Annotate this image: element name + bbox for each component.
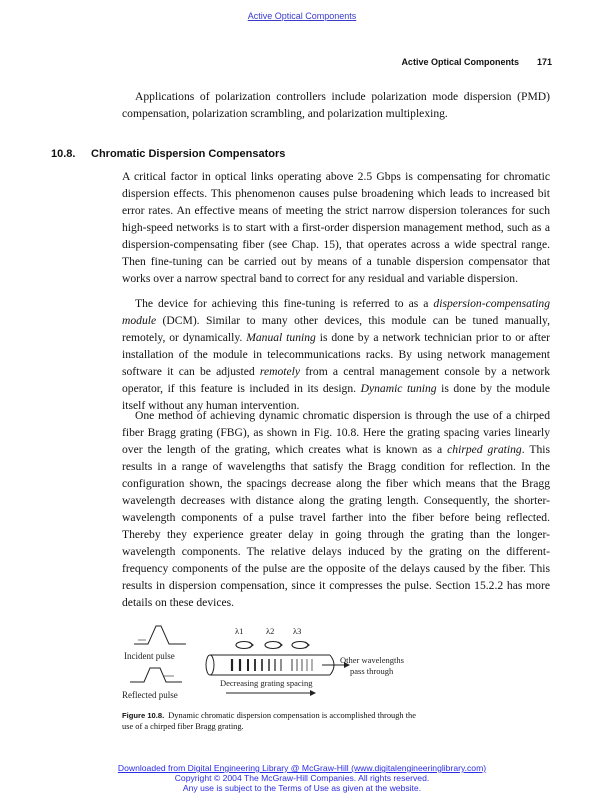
- p2-term-remotely: remotely: [259, 365, 301, 378]
- footer-terms-line: Any use is subject to the Terms of Use as given at the website.: [182, 783, 422, 793]
- document-banner-link[interactable]: Active Optical Components: [247, 11, 357, 21]
- p3-text-2: . This results in a range of wavelengths that satisfy the Bragg condition for reflection. In the configuration shown, the spacings decrease along the fiber which means that the Bragg wavelength decreases with distance along the grating length. Consequently, the shorter-wavelength components of a pulse travel farther into the fiber before being reflected. Thereby they experience greater delay in going through the grating than the longer-wavelength components. The relative delays induced by the grating on the different-frequency components of the pulse are the opposite of the delays caused by the fiber. This results in dispersion compensation, since it compresses the pulse. Section 15.2.2 has more details on these devices.: [122, 443, 550, 609]
- running-head-title: Active Optical Components: [401, 57, 519, 67]
- section-title: Chromatic Dispersion Compensators: [91, 148, 286, 160]
- p3-text-1: One method of achieving dynamic chromatic dispersion is through the use of a chirped fiber Bragg grating (FBG), as shown in Fig. 10.8. Here the grating spacing varies linearly over the length of the grating, which creates what is known as a: [122, 409, 550, 456]
- p2-text-2: (DCM). Similar to many other devices, this module can be tuned manually, remotely, or dynamically.: [122, 314, 550, 344]
- lambda-1-label: λ1: [235, 626, 244, 636]
- grating-spacing-label: Decreasing grating spacing: [220, 678, 313, 688]
- figure-caption-text: Dynamic chromatic dispersion compensation is accomplished through the use of a chirped fiber Bragg grating.: [122, 711, 416, 731]
- body-paragraph-3: [122, 407, 550, 611]
- footer-copyright-line: Copyright © 2004 The McGraw-Hill Companies. All rights reserved.: [174, 773, 430, 783]
- intro-paragraph: Applications of polarization controllers include polarization mode dispersion (PMD) compensation, polarization scrambling, and polarization multiplexing.: [122, 90, 550, 120]
- lambda-2-label: λ2: [266, 626, 275, 636]
- pass-through-label: pass through: [350, 666, 394, 676]
- grating-direction-arrow-icon: [226, 690, 316, 696]
- figure-caption: [122, 710, 422, 732]
- p2-term-dynamic-tuning: Dynamic tuning: [360, 382, 437, 395]
- incident-pulse-label: Incident pulse: [124, 651, 175, 661]
- section-heading: [51, 148, 285, 160]
- lambda-3-label: λ3: [293, 626, 302, 636]
- p3-term-chirped-grating: chirped grating: [447, 443, 522, 456]
- body-paragraph-2: [122, 295, 550, 414]
- other-wavelengths-label: Other wavelengths: [340, 655, 404, 665]
- running-head: [401, 57, 552, 67]
- page-number: 171: [536, 57, 552, 67]
- reflection-loop-icons: [236, 642, 309, 649]
- chirped-grating-lines: [232, 659, 312, 671]
- p2-term-dcm: dispersion-compensating module: [122, 297, 550, 327]
- figure-10-8-diagram: [118, 618, 418, 704]
- footer-download-link[interactable]: Downloaded from Digital Engineering Library @ McGraw-Hill (www.digitalengineeringlibrary.com): [117, 763, 487, 773]
- p2-text-1: The device for achieving this fine-tuning is referred to as a: [135, 297, 434, 310]
- copyright-footer: [0, 763, 604, 793]
- p2-text-3: is done by a network technician prior to or after installation of the module in telecommunications racks. By using network management software it can be adjusted: [122, 331, 550, 378]
- incident-pulse-trace: [134, 626, 186, 644]
- fiber-body: [206, 655, 334, 675]
- section-number: 10.8.: [51, 148, 76, 160]
- p2-term-manual-tuning: Manual tuning: [246, 331, 316, 344]
- reflected-pulse-label: Reflected pulse: [122, 690, 178, 700]
- figure-caption-label: Figure 10.8.: [122, 711, 165, 720]
- p2-text-5: is done by the module itself without any human intervention.: [122, 382, 551, 412]
- body-paragraph-1: A critical factor in optical links operating above 2.5 Gbps is compensating for chromatic dispersion effects. This phenomenon causes pulse broadening which leads to increased bit error rates. An effective means of meeting the strict narrow dispersion tolerances for such high-speed networks is to start with a first-order dispersion management method, such as a dispersion-compensating fiber (see Chap. 15), that operates across a wide spectral range. Then fine-tuning can be carried out by means of a tunable dispersion compensator that works over a narrow spectral band to correct for any residual and variable dispersion.: [122, 170, 550, 285]
- reflected-pulse-trace: [130, 668, 182, 682]
- p2-text-4: from a central management console by a network operator, if this feature is included in its design.: [122, 365, 550, 395]
